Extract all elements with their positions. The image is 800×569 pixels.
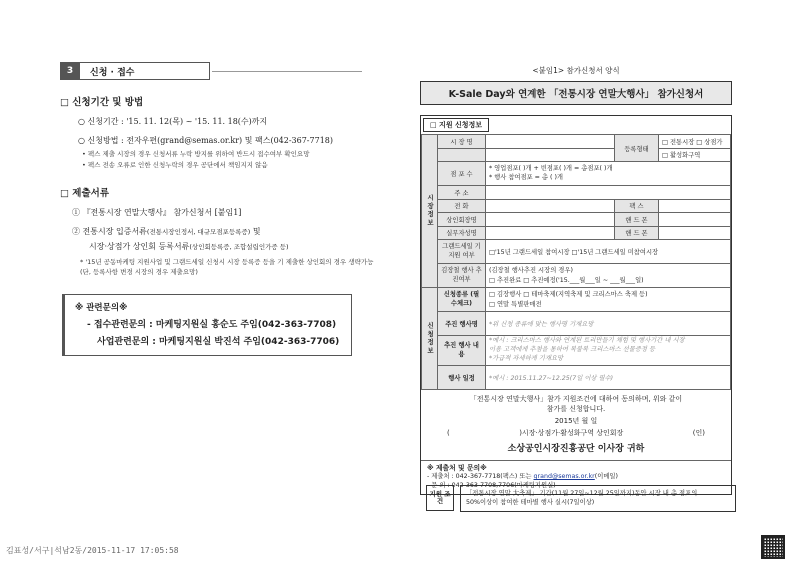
schedule-field[interactable]: *예시 : 2015.11.27~12.25(7일 이상 필수) (486, 366, 731, 390)
email-link[interactable]: grand@semas.or.kr (533, 473, 595, 481)
section-box (60, 62, 210, 80)
consent-date: 2015년 월 일 (554, 417, 598, 426)
side-market-info: 시장정보 (422, 135, 438, 288)
event-content-field[interactable]: *예시 : 크리스마스 행사와 연계된 트리만들기 체험 및 행사기간 내 시장 이용 고객에게 추첨을 통하여 복불복 크리스마스 선물증정 등 *가급적 자세하게 기재요망 (486, 336, 731, 366)
row-address: 주 소 (422, 186, 731, 200)
doc-note: * '15년 공동마케팅 지원사업 및 그랜드세일 신청시 시장 등록증 등을 기 제출한 상인회의 경우 생략가능(단, 등록사항 변경 시장의 경우 제출요망) (80, 258, 374, 276)
section-rule (212, 71, 362, 72)
form-section-label: □ 지원 신청정보 (423, 118, 489, 132)
assoc-name-field[interactable] (486, 213, 615, 227)
row-app-type: 신청정보 신청종류 (필수체크) □ 김장행사 □ 테마축제(지역축제 및 크리스마스 축제 등) □ 연말 특별판매전 (422, 288, 731, 312)
apply-method: ○ 신청방법 : 전자우편(grand@semas.or.kr) 및 팩스(042-367-7718) (78, 136, 333, 145)
section-header (60, 62, 380, 80)
reg-type-opts[interactable]: □ 전통시장 □ 상점가 (659, 135, 731, 149)
left-column (60, 62, 380, 356)
row-grand-sale: 그랜드세일 기지원 여부 □'15년 그랜드세일 참여시장 □'15년 그랜드세일 미참여시장 (422, 240, 731, 264)
doc-item-1: ① 『전통시장 연말大행사』 참가신청서 [붙임1] (72, 208, 242, 217)
reg-type-opts-2[interactable]: □ 활성화구역 (659, 148, 731, 162)
form-table (421, 134, 731, 390)
row-assoc: 상인회장명 핸 드 폰 (422, 213, 731, 227)
row-event-title: 주진 행사명 *위 신청 종류에 맞는 행사명 기재요망 (422, 312, 731, 336)
app-type-opts[interactable]: □ 김장행사 □ 테마축제(지역축제 및 크리스마스 축제 등) □ 연말 특별판매전 (486, 288, 731, 312)
cond-label: 지원 조건 (426, 485, 454, 511)
staff-name-field[interactable] (486, 226, 615, 240)
contact-business: 사업관련문의 : 마케팅지원실 박진석 주임(042-363-7706) (97, 336, 340, 347)
recipient: 소상공인시장진흥공단 이사장 귀하 (507, 443, 645, 454)
consent-block: 「전통시장 연말大행사」참가 지원조건에 대하여 동의하며, 위와 같이 참가를 신청합니다. 2015년 월 일 ( )시장·상점가·활성화구역 상인회장 (인) 소상공인시장진흥공단 이사장 귀하 (421, 390, 731, 460)
submit-info: ※ 제출처 및 문의※ - 제출처 : 042-367-7718(팩스) 또는 grand@semas.or.kr(이메일) - 문 의 : 042-363-7708,7706(마케팅지원실) (421, 460, 731, 494)
kimjang-opts[interactable]: (김장철 행사추진 시장의 경우) □ 추진완료 □ 추진예정('15.___월___일 ~ ___월___일) (486, 264, 731, 288)
section-number: 3 (61, 63, 79, 79)
contact-box (62, 294, 352, 356)
heading-method: □ 신청기간 및 방법 (60, 97, 144, 108)
right-column (420, 65, 732, 495)
address-field[interactable] (486, 186, 731, 200)
application-form (420, 115, 732, 495)
assoc-mobile-field[interactable] (659, 213, 731, 227)
row-staff: 실무자성명 핸 드 폰 (422, 226, 731, 240)
row-kimjang: 김장철 행사 추진여부 (김장철 행사추진 시장의 경우) □ 추진완료 □ 추진예정('15.___월___일 ~ ___월___일) (422, 264, 731, 288)
market-name-field[interactable] (486, 135, 615, 149)
doc-item-2-cont: 시장·상점가 상인회 등록서류(상인회등록증, 조합설립인가증 등) (89, 242, 289, 251)
doc-item-2: ② 전통시장 입증서류(전통시장인정서, 대규모점포등록증) 및 (72, 227, 261, 236)
row-market-name-2 (422, 148, 731, 162)
qr-code-icon (761, 535, 785, 559)
row-phone: 전 화 팩 스 (422, 199, 731, 213)
consent-sign: ( )시장·상점가·활성화구역 상인회장 (인) (447, 429, 705, 438)
row-schedule: 행사 일정 *예시 : 2015.11.27~12.25(7일 이상 필수) (422, 366, 731, 390)
side-app-info: 신청정보 (422, 288, 438, 390)
heading-docs: □ 제출서류 (60, 188, 109, 199)
row-market-name: 시장정보 시 장 명 등록형태 □ 전통시장 □ 상점가 (422, 135, 731, 149)
apply-period: ○ 신청기간 : '15. 11. 12(목) ~ '15. 11. 18(수)까지 (78, 117, 268, 126)
section-title: 신청 · 접수 (79, 63, 209, 79)
row-event-content: 추진 행사 내 용 *예시 : 크리스마스 행사와 연계된 트리만들기 체험 및 행사기간 내 시장 이용 고객에게 추첨을 통하여 복불복 크리스마스 선물증정 등 *가급적 자세하게 기재요망 (422, 336, 731, 366)
note-fax-error: • 팩스 전송 오류로 인한 신청누락의 경우 공단에서 책임지지 않음 (82, 161, 268, 169)
note-fax-check: • 팩스 제출 시장의 경우 신청서류 누락 방지를 위하여 반드시 접수여부 확인요망 (82, 150, 310, 158)
form-head (421, 116, 731, 134)
store-count-field[interactable]: * 영업점포( )개 + 빈점포( )개 = 총점포( )개 * 행사 참여점포 = 총 ( )개 (486, 162, 731, 186)
cond-text: 「전통시장 연말 大축제」 기간(11월 27일~12월 25일까지)동안 시장 내 총 점포의 50%이상이 참여한 테마별 행사 실시(7일이상) (460, 485, 736, 512)
grand-sale-opts[interactable]: □'15년 그랜드세일 참여시장 □'15년 그랜드세일 미참여시장 (486, 240, 731, 264)
annex-label: <붙임1> 참가신청서 양식 (532, 66, 620, 75)
form-banner: K-Sale Day와 연계한 「전통시장 연말大행사」 참가신청서 (420, 81, 732, 105)
fax-field[interactable] (659, 199, 731, 213)
row-store-count: 점 포 수 * 영업점포( )개 + 빈점포( )개 = 총점포( )개 * 행사 참여점포 = 총 ( )개 (422, 162, 731, 186)
contact-title: ※ 관련문의※ (75, 302, 128, 313)
contact-submit: - 접수관련문의 : 마케팅지원실 홍순도 주임(042-363-7708) (87, 319, 337, 330)
staff-mobile-field[interactable] (659, 226, 731, 240)
phone-field[interactable] (486, 199, 615, 213)
support-conditions (426, 485, 736, 512)
event-title-field[interactable]: *위 신청 종류에 맞는 행사명 기재요망 (486, 312, 731, 336)
print-stamp: 김표성/서구|석남2동/2015-11-17 17:05:58 (6, 546, 179, 555)
